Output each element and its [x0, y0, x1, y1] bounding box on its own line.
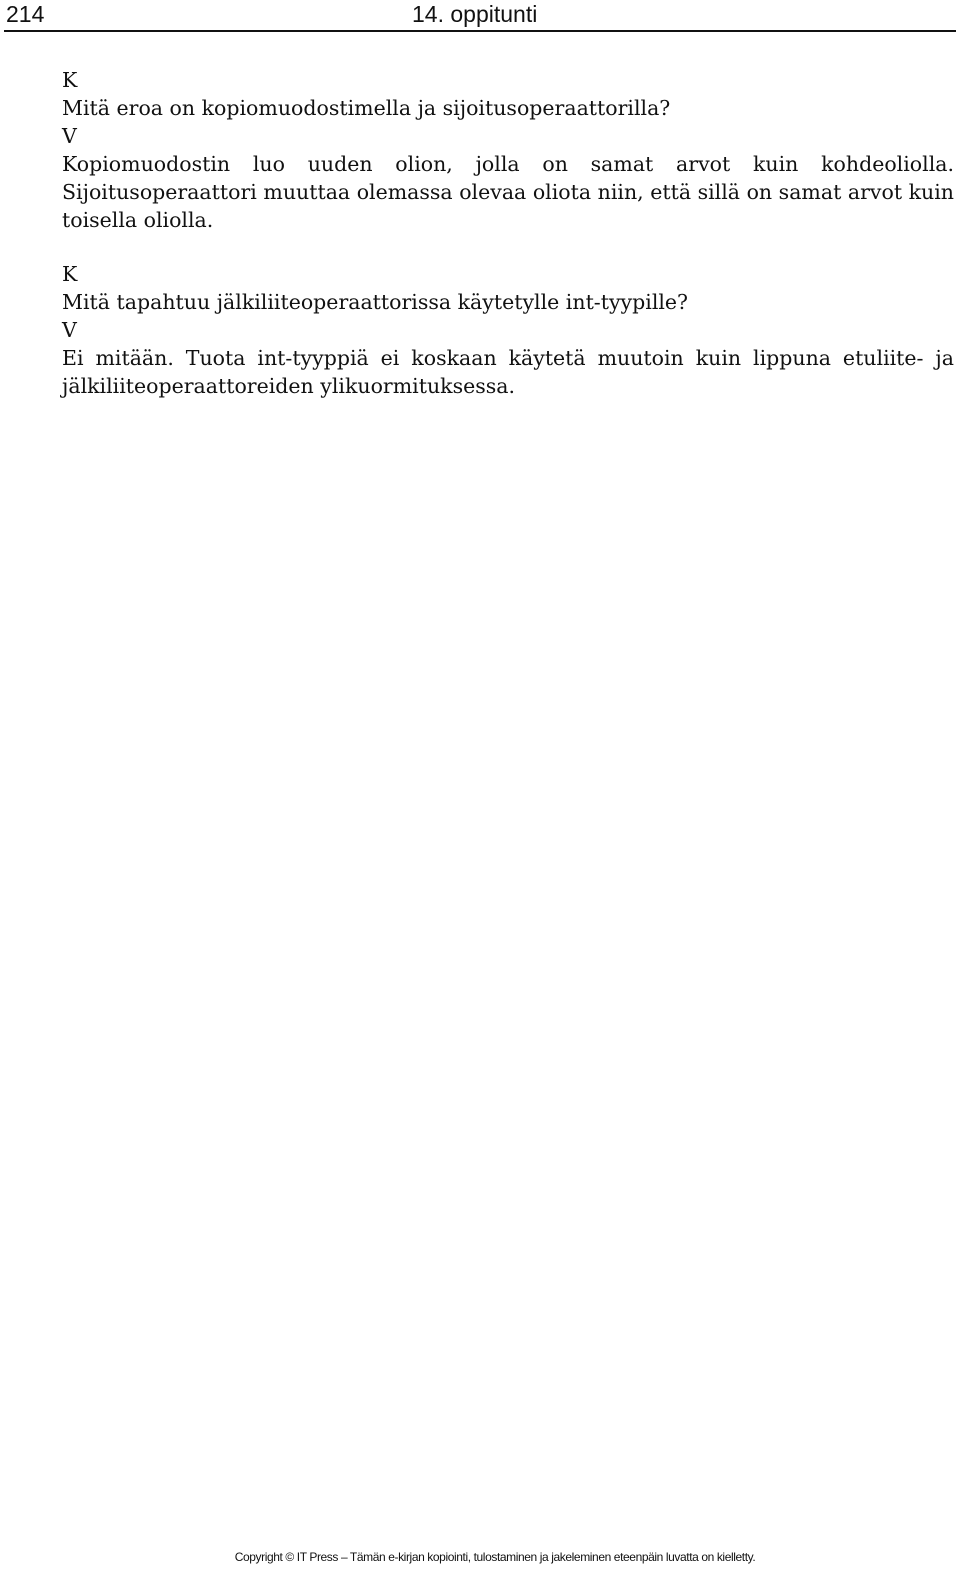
answer-text: Kopiomuodostin luo uuden olion, jolla on samat arvot kuin kohdeoliolla. Sijoitusoperaattori muuttaa olemassa olevaa oliota niin, että sillä on samat arvot kuin toisella oliolla. [62, 152, 954, 232]
page-header [0, 0, 960, 32]
header-divider [4, 30, 956, 32]
answer-marker: V [62, 124, 77, 148]
answer-text: Ei mitään. Tuota int-tyyppiä ei koskaan käytetä muutoin kuin lippuna etuliite- ja jälkiliiteoperaattoreiden ylikuormituksessa. [62, 346, 954, 398]
question-marker: K [62, 262, 78, 286]
question-text: Mitä tapahtuu jälkiliiteoperaattorissa käytetylle int-tyypille? [62, 290, 689, 314]
qa-content [62, 66, 954, 426]
answer-marker: V [62, 318, 77, 342]
chapter-title: 14. oppitunti [412, 1, 538, 27]
page-number: 214 [6, 1, 45, 27]
qa-item [62, 260, 954, 400]
copyright-footer: Copyright © IT Press – Tämän e-kirjan kopiointi, tulostaminen ja jakeleminen eteenpäin luvatta on kielletty. [234, 1550, 756, 1564]
question-marker: K [62, 68, 78, 92]
qa-item [62, 66, 954, 234]
question-text: Mitä eroa on kopiomuodostimella ja sijoitusoperaattorilla? [62, 96, 671, 120]
